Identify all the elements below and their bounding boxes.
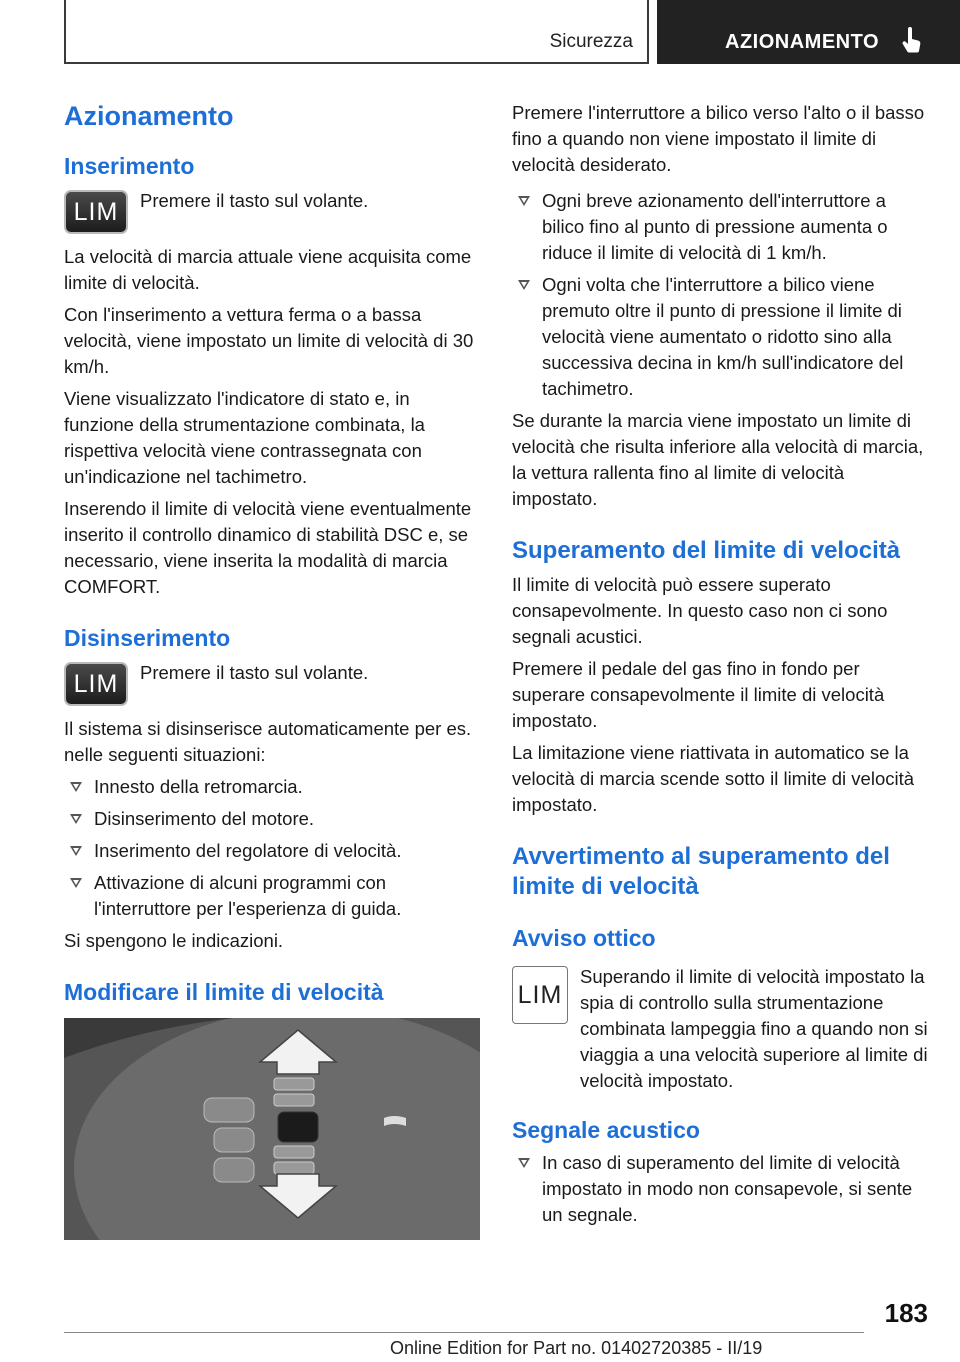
list-item: Disinserimento del motore. bbox=[64, 806, 482, 832]
lim-button-icon: LIM bbox=[64, 190, 128, 234]
heading-avvertimento: Avvertimento al superamento del limite di velocità bbox=[512, 843, 890, 900]
paragraph: Premere l'interruttore a bilico verso l'alto o il basso fino a quando non viene impostato il limite di velocità desiderato. bbox=[512, 102, 925, 175]
lim-indicator-icon: LIM bbox=[512, 966, 568, 1024]
paragraph: Inserendo il limite di velocità viene eventualmente inserito il controllo dinamico di stabilità DSC e, se necessario, viene inserita la modalità di marcia COMFORT. bbox=[64, 498, 472, 597]
heading-segnale-acustico: Segnale acustico bbox=[512, 1117, 700, 1143]
lim-instruction-off bbox=[64, 660, 482, 706]
heading-avviso-ottico: Avviso ottico bbox=[512, 925, 656, 951]
triangle-bullet-icon bbox=[70, 878, 82, 888]
lim-instruction-on bbox=[64, 188, 482, 234]
triangle-bullet-icon bbox=[70, 814, 82, 824]
hand-pointer-icon bbox=[897, 26, 927, 56]
heading-modificare: Modificare il limite di velocità bbox=[64, 979, 384, 1005]
deactivation-list bbox=[64, 774, 482, 922]
page-number: 183 bbox=[884, 1298, 928, 1328]
paragraph: Il limite di velocità può essere superato consapevolmente. In questo caso non ci sono segnali acustici. bbox=[512, 574, 888, 647]
footer-edition: Online Edition for Part no. 01402720385 - II/19 bbox=[390, 1338, 763, 1358]
acoustic-list bbox=[512, 1150, 930, 1228]
steering-wheel-rocker-image bbox=[64, 1018, 480, 1240]
rocker-list bbox=[512, 188, 930, 402]
triangle-bullet-icon bbox=[518, 1158, 530, 1168]
triangle-bullet-icon bbox=[70, 782, 82, 792]
triangle-bullet-icon bbox=[518, 196, 530, 206]
heading-inserimento: Inserimento bbox=[64, 153, 195, 179]
paragraph: Viene visualizzato l'indicatore di stato e, in funzione della strumentazione combinata, la rispettiva velocità viene contrassegnata con un'indicazione nel tachimetro. bbox=[64, 388, 425, 487]
paragraph: La velocità di marcia attuale viene acquisita come limite di velocità. bbox=[64, 246, 472, 293]
press-instruction: Premere il tasto sul volante. bbox=[140, 662, 369, 683]
paragraph: La limitazione viene riattivata in automatico se la velocità di marcia scende sotto il limite di velocità impostato. bbox=[512, 742, 915, 815]
paragraph: Con l'inserimento a vettura ferma o a bassa velocità, viene impostato un limite di velocità di 30 km/h. bbox=[64, 304, 474, 377]
paragraph: Il sistema si disinserisce automaticamente per es. nelle seguenti situazioni: bbox=[64, 718, 472, 765]
steering-wheel-illustration bbox=[64, 1018, 480, 1240]
left-column bbox=[64, 100, 482, 1240]
triangle-bullet-icon bbox=[70, 846, 82, 856]
paragraph: Si spengono le indicazioni. bbox=[64, 930, 284, 951]
footer-divider bbox=[64, 1332, 864, 1333]
paragraph: Premere il pedale del gas fino in fondo per superare consapevolmente il limite di velocità impostato. bbox=[512, 658, 885, 731]
paragraph: Se durante la marcia viene impostato un limite di velocità che risulta inferiore alla velocità di marcia, la vettura rallenta fino al limite di velocità impostato. bbox=[512, 410, 924, 509]
list-item: Inserimento del regolatore di velocità. bbox=[64, 838, 482, 864]
list-item: Ogni breve azionamento dell'interruttore a bilico fino al punto di pressione aumenta o riduce il limite di velocità di 1 km/h. bbox=[512, 188, 930, 266]
lim-warning-row bbox=[512, 964, 930, 1094]
header-chapter-label: AZIONAMENTO bbox=[725, 31, 880, 53]
list-item: Innesto della retromarcia. bbox=[64, 774, 482, 800]
list-item: Ogni volta che l'interruttore a bilico viene premuto oltre il punto di pressione il limite di velocità viene aumentato o ridotto sino alla successiva decina in km/h sull'indicatore del tachimetro. bbox=[512, 272, 930, 402]
lim-button-icon: LIM bbox=[64, 662, 128, 706]
heading-disinserimento: Disinserimento bbox=[64, 625, 231, 651]
right-column bbox=[512, 100, 930, 1234]
paragraph: Superando il limite di velocità impostato la spia di controllo sulla strumentazione combinata lampeggia fino a quando non si viaggia a una velocità superiore al limite di velocità impostato. bbox=[580, 966, 928, 1091]
heading-superamento: Superamento del limite di velocità bbox=[512, 537, 901, 564]
list-item: Attivazione di alcuni programmi con l'interruttore per l'esperienza di guida. bbox=[64, 870, 482, 922]
section-title-azionamento: Azionamento bbox=[64, 101, 234, 131]
header-chapter-tab bbox=[657, 0, 960, 64]
header-section-tab bbox=[64, 0, 649, 64]
press-instruction: Premere il tasto sul volante. bbox=[140, 190, 369, 211]
triangle-bullet-icon bbox=[518, 280, 530, 290]
list-item: In caso di superamento del limite di velocità impostato in modo non consapevole, si sente un segnale. bbox=[512, 1150, 930, 1228]
header-section-label: Sicurezza bbox=[549, 31, 633, 52]
